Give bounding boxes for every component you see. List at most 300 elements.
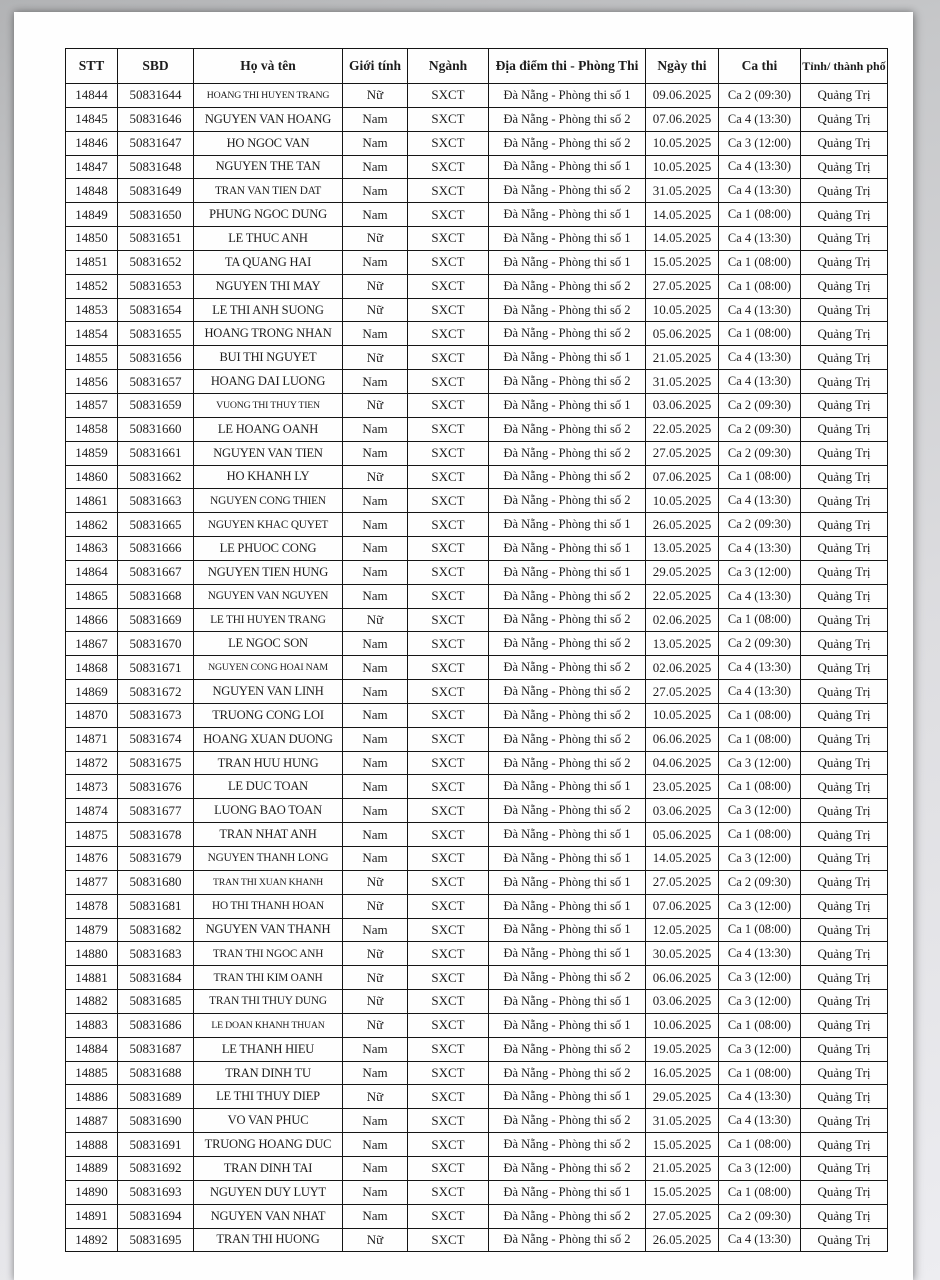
table-row xyxy=(66,966,888,990)
cell-major: SXCT xyxy=(408,942,489,966)
cell-province: Quảng Trị xyxy=(801,227,888,251)
cell-sbd: 50831671 xyxy=(118,656,194,680)
cell-province: Quảng Trị xyxy=(801,942,888,966)
cell-location: Đà Nẵng - Phòng thi số 1 xyxy=(489,847,646,871)
cell-date: 19.05.2025 xyxy=(646,1037,719,1061)
cell-gender: Nam xyxy=(343,823,408,847)
cell-shift: Ca 4 (13:30) xyxy=(719,346,801,370)
cell-gender: Nam xyxy=(343,1061,408,1085)
cell-major: SXCT xyxy=(408,966,489,990)
cell-sbd: 50831644 xyxy=(118,84,194,108)
cell-major: SXCT xyxy=(408,775,489,799)
cell-name: HOANG TRONG NHAN xyxy=(194,322,343,346)
column-header-sbd: SBD xyxy=(118,49,194,84)
cell-shift: Ca 2 (09:30) xyxy=(719,393,801,417)
table-row xyxy=(66,513,888,537)
cell-location: Đà Nẵng - Phòng thi số 1 xyxy=(489,894,646,918)
cell-gender: Nữ xyxy=(343,608,408,632)
cell-province: Quảng Trị xyxy=(801,1133,888,1157)
cell-date: 03.06.2025 xyxy=(646,990,719,1014)
cell-sbd: 50831647 xyxy=(118,131,194,155)
cell-stt: 14867 xyxy=(66,632,118,656)
cell-gender: Nữ xyxy=(343,966,408,990)
cell-gender: Nam xyxy=(343,179,408,203)
cell-gender: Nữ xyxy=(343,227,408,251)
cell-shift: Ca 2 (09:30) xyxy=(719,417,801,441)
cell-sbd: 50831675 xyxy=(118,751,194,775)
table-row xyxy=(66,680,888,704)
cell-stt: 14857 xyxy=(66,393,118,417)
cell-location: Đà Nẵng - Phòng thi số 1 xyxy=(489,155,646,179)
cell-major: SXCT xyxy=(408,298,489,322)
cell-major: SXCT xyxy=(408,1156,489,1180)
cell-gender: Nữ xyxy=(343,84,408,108)
table-row xyxy=(66,465,888,489)
cell-date: 04.06.2025 xyxy=(646,751,719,775)
cell-gender: Nam xyxy=(343,680,408,704)
cell-sbd: 50831669 xyxy=(118,608,194,632)
cell-name: LUONG BAO TOAN xyxy=(194,799,343,823)
cell-shift: Ca 4 (13:30) xyxy=(719,942,801,966)
cell-shift: Ca 1 (08:00) xyxy=(719,322,801,346)
cell-stt: 14882 xyxy=(66,990,118,1014)
cell-major: SXCT xyxy=(408,1133,489,1157)
cell-province: Quảng Trị xyxy=(801,417,888,441)
cell-stt: 14892 xyxy=(66,1228,118,1252)
cell-province: Quảng Trị xyxy=(801,823,888,847)
cell-shift: Ca 1 (08:00) xyxy=(719,1013,801,1037)
cell-sbd: 50831686 xyxy=(118,1013,194,1037)
cell-date: 10.05.2025 xyxy=(646,131,719,155)
cell-gender: Nam xyxy=(343,489,408,513)
cell-name: NGUYEN VAN TIEN xyxy=(194,441,343,465)
cell-sbd: 50831665 xyxy=(118,513,194,537)
cell-major: SXCT xyxy=(408,584,489,608)
cell-shift: Ca 1 (08:00) xyxy=(719,775,801,799)
cell-shift: Ca 2 (09:30) xyxy=(719,441,801,465)
cell-major: SXCT xyxy=(408,203,489,227)
table-row xyxy=(66,107,888,131)
table-row xyxy=(66,322,888,346)
cell-gender: Nam xyxy=(343,799,408,823)
cell-location: Đà Nẵng - Phòng thi số 1 xyxy=(489,560,646,584)
cell-major: SXCT xyxy=(408,84,489,108)
table-row xyxy=(66,370,888,394)
cell-shift: Ca 3 (12:00) xyxy=(719,751,801,775)
cell-province: Quảng Trị xyxy=(801,155,888,179)
cell-name: TRAN THI NGOC ANH xyxy=(194,942,343,966)
cell-location: Đà Nẵng - Phòng thi số 1 xyxy=(489,1180,646,1204)
cell-sbd: 50831670 xyxy=(118,632,194,656)
cell-gender: Nam xyxy=(343,632,408,656)
cell-sbd: 50831662 xyxy=(118,465,194,489)
cell-location: Đà Nẵng - Phòng thi số 2 xyxy=(489,322,646,346)
cell-gender: Nam xyxy=(343,513,408,537)
cell-location: Đà Nẵng - Phòng thi số 1 xyxy=(489,870,646,894)
cell-sbd: 50831656 xyxy=(118,346,194,370)
cell-stt: 14885 xyxy=(66,1061,118,1085)
cell-shift: Ca 1 (08:00) xyxy=(719,465,801,489)
cell-shift: Ca 1 (08:00) xyxy=(719,918,801,942)
table-row xyxy=(66,203,888,227)
cell-major: SXCT xyxy=(408,322,489,346)
cell-major: SXCT xyxy=(408,680,489,704)
cell-stt: 14876 xyxy=(66,847,118,871)
cell-location: Đà Nẵng - Phòng thi số 2 xyxy=(489,966,646,990)
cell-name: NGUYEN VAN LINH xyxy=(194,680,343,704)
table-row xyxy=(66,751,888,775)
cell-location: Đà Nẵng - Phòng thi số 2 xyxy=(489,632,646,656)
cell-shift: Ca 3 (12:00) xyxy=(719,799,801,823)
cell-location: Đà Nẵng - Phòng thi số 2 xyxy=(489,441,646,465)
cell-date: 26.05.2025 xyxy=(646,1228,719,1252)
cell-date: 12.05.2025 xyxy=(646,918,719,942)
cell-date: 21.05.2025 xyxy=(646,346,719,370)
cell-province: Quảng Trị xyxy=(801,751,888,775)
cell-name: NGUYEN VAN NHAT xyxy=(194,1204,343,1228)
cell-sbd: 50831648 xyxy=(118,155,194,179)
cell-province: Quảng Trị xyxy=(801,584,888,608)
cell-province: Quảng Trị xyxy=(801,107,888,131)
cell-shift: Ca 1 (08:00) xyxy=(719,203,801,227)
table-row xyxy=(66,227,888,251)
cell-date: 10.06.2025 xyxy=(646,1013,719,1037)
cell-sbd: 50831652 xyxy=(118,250,194,274)
cell-location: Đà Nẵng - Phòng thi số 1 xyxy=(489,1085,646,1109)
table-row xyxy=(66,1180,888,1204)
table-row xyxy=(66,393,888,417)
cell-date: 27.05.2025 xyxy=(646,680,719,704)
table-row xyxy=(66,703,888,727)
cell-location: Đà Nẵng - Phòng thi số 1 xyxy=(489,823,646,847)
cell-major: SXCT xyxy=(408,870,489,894)
cell-stt: 14879 xyxy=(66,918,118,942)
cell-stt: 14856 xyxy=(66,370,118,394)
cell-province: Quảng Trị xyxy=(801,608,888,632)
cell-sbd: 50831674 xyxy=(118,727,194,751)
cell-date: 10.05.2025 xyxy=(646,298,719,322)
cell-name: TRAN THI THUY DUNG xyxy=(194,990,343,1014)
cell-major: SXCT xyxy=(408,250,489,274)
table-row xyxy=(66,727,888,751)
cell-name: TRAN HUU HUNG xyxy=(194,751,343,775)
table-row xyxy=(66,894,888,918)
cell-stt: 14862 xyxy=(66,513,118,537)
cell-gender: Nữ xyxy=(343,298,408,322)
cell-sbd: 50831657 xyxy=(118,370,194,394)
cell-stt: 14860 xyxy=(66,465,118,489)
cell-major: SXCT xyxy=(408,894,489,918)
cell-date: 29.05.2025 xyxy=(646,1085,719,1109)
cell-major: SXCT xyxy=(408,799,489,823)
cell-location: Đà Nẵng - Phòng thi số 2 xyxy=(489,274,646,298)
table-row xyxy=(66,775,888,799)
cell-name: TRAN NHAT ANH xyxy=(194,823,343,847)
cell-location: Đà Nẵng - Phòng thi số 2 xyxy=(489,1037,646,1061)
cell-location: Đà Nẵng - Phòng thi số 1 xyxy=(489,918,646,942)
cell-shift: Ca 4 (13:30) xyxy=(719,1228,801,1252)
cell-sbd: 50831661 xyxy=(118,441,194,465)
cell-location: Đà Nẵng - Phòng thi số 2 xyxy=(489,179,646,203)
cell-shift: Ca 1 (08:00) xyxy=(719,1180,801,1204)
cell-sbd: 50831663 xyxy=(118,489,194,513)
cell-date: 31.05.2025 xyxy=(646,1109,719,1133)
cell-date: 13.05.2025 xyxy=(646,632,719,656)
cell-gender: Nữ xyxy=(343,942,408,966)
cell-province: Quảng Trị xyxy=(801,393,888,417)
cell-gender: Nam xyxy=(343,107,408,131)
cell-shift: Ca 2 (09:30) xyxy=(719,632,801,656)
cell-sbd: 50831655 xyxy=(118,322,194,346)
table-row xyxy=(66,537,888,561)
cell-major: SXCT xyxy=(408,1109,489,1133)
cell-stt: 14873 xyxy=(66,775,118,799)
cell-province: Quảng Trị xyxy=(801,346,888,370)
cell-name: VUONG THI THUY TIEN xyxy=(194,393,343,417)
cell-province: Quảng Trị xyxy=(801,1204,888,1228)
cell-name: VO VAN PHUC xyxy=(194,1109,343,1133)
cell-location: Đà Nẵng - Phòng thi số 2 xyxy=(489,608,646,632)
table-row xyxy=(66,155,888,179)
cell-province: Quảng Trị xyxy=(801,465,888,489)
cell-date: 30.05.2025 xyxy=(646,942,719,966)
cell-date: 07.06.2025 xyxy=(646,465,719,489)
cell-sbd: 50831646 xyxy=(118,107,194,131)
cell-location: Đà Nẵng - Phòng thi số 1 xyxy=(489,775,646,799)
cell-name: TRAN DINH TAI xyxy=(194,1156,343,1180)
cell-sbd: 50831678 xyxy=(118,823,194,847)
cell-date: 31.05.2025 xyxy=(646,370,719,394)
cell-stt: 14865 xyxy=(66,584,118,608)
cell-location: Đà Nẵng - Phòng thi số 2 xyxy=(489,465,646,489)
cell-province: Quảng Trị xyxy=(801,131,888,155)
cell-gender: Nam xyxy=(343,250,408,274)
cell-shift: Ca 4 (13:30) xyxy=(719,107,801,131)
cell-stt: 14884 xyxy=(66,1037,118,1061)
cell-name: LE DOAN KHANH THUAN xyxy=(194,1013,343,1037)
cell-date: 10.05.2025 xyxy=(646,703,719,727)
cell-name: NGUYEN VAN NGUYEN xyxy=(194,584,343,608)
cell-name: LE DUC TOAN xyxy=(194,775,343,799)
table-row xyxy=(66,179,888,203)
cell-sbd: 50831659 xyxy=(118,393,194,417)
cell-gender: Nữ xyxy=(343,1085,408,1109)
table-row xyxy=(66,870,888,894)
cell-province: Quảng Trị xyxy=(801,84,888,108)
cell-sbd: 50831694 xyxy=(118,1204,194,1228)
cell-shift: Ca 4 (13:30) xyxy=(719,370,801,394)
column-header-date: Ngày thi xyxy=(646,49,719,84)
cell-province: Quảng Trị xyxy=(801,847,888,871)
cell-gender: Nam xyxy=(343,1180,408,1204)
cell-name: NGUYEN THI MAY xyxy=(194,274,343,298)
cell-gender: Nam xyxy=(343,560,408,584)
cell-sbd: 50831649 xyxy=(118,179,194,203)
table-row xyxy=(66,298,888,322)
cell-province: Quảng Trị xyxy=(801,632,888,656)
cell-gender: Nam xyxy=(343,1133,408,1157)
cell-gender: Nam xyxy=(343,656,408,680)
cell-sbd: 50831679 xyxy=(118,847,194,871)
cell-name: LE THI ANH SUONG xyxy=(194,298,343,322)
cell-sbd: 50831687 xyxy=(118,1037,194,1061)
cell-stt: 14844 xyxy=(66,84,118,108)
cell-major: SXCT xyxy=(408,656,489,680)
cell-location: Đà Nẵng - Phòng thi số 2 xyxy=(489,703,646,727)
cell-date: 05.06.2025 xyxy=(646,322,719,346)
cell-date: 03.06.2025 xyxy=(646,393,719,417)
cell-location: Đà Nẵng - Phòng thi số 2 xyxy=(489,1204,646,1228)
table-row xyxy=(66,346,888,370)
table-row xyxy=(66,942,888,966)
column-header-major: Ngành xyxy=(408,49,489,84)
cell-sbd: 50831654 xyxy=(118,298,194,322)
cell-stt: 14850 xyxy=(66,227,118,251)
column-header-name: Họ và tên xyxy=(194,49,343,84)
cell-major: SXCT xyxy=(408,107,489,131)
cell-sbd: 50831666 xyxy=(118,537,194,561)
cell-stt: 14855 xyxy=(66,346,118,370)
cell-location: Đà Nẵng - Phòng thi số 2 xyxy=(489,1061,646,1085)
cell-major: SXCT xyxy=(408,441,489,465)
cell-sbd: 50831684 xyxy=(118,966,194,990)
cell-stt: 14854 xyxy=(66,322,118,346)
table-row xyxy=(66,847,888,871)
cell-location: Đà Nẵng - Phòng thi số 2 xyxy=(489,370,646,394)
cell-gender: Nam xyxy=(343,537,408,561)
cell-location: Đà Nẵng - Phòng thi số 2 xyxy=(489,1228,646,1252)
cell-province: Quảng Trị xyxy=(801,274,888,298)
cell-province: Quảng Trị xyxy=(801,1037,888,1061)
table-header xyxy=(66,49,888,84)
cell-name: NGUYEN VAN THANH xyxy=(194,918,343,942)
cell-gender: Nam xyxy=(343,1109,408,1133)
cell-province: Quảng Trị xyxy=(801,966,888,990)
cell-major: SXCT xyxy=(408,393,489,417)
cell-sbd: 50831689 xyxy=(118,1085,194,1109)
cell-location: Đà Nẵng - Phòng thi số 1 xyxy=(489,1013,646,1037)
cell-sbd: 50831685 xyxy=(118,990,194,1014)
cell-major: SXCT xyxy=(408,1204,489,1228)
cell-date: 26.05.2025 xyxy=(646,513,719,537)
cell-name: HO NGOC VAN xyxy=(194,131,343,155)
cell-name: NGUYEN THANH LONG xyxy=(194,847,343,871)
cell-major: SXCT xyxy=(408,346,489,370)
cell-date: 02.06.2025 xyxy=(646,608,719,632)
cell-gender: Nữ xyxy=(343,894,408,918)
cell-province: Quảng Trị xyxy=(801,1156,888,1180)
cell-sbd: 50831673 xyxy=(118,703,194,727)
cell-major: SXCT xyxy=(408,727,489,751)
table-row xyxy=(66,1228,888,1252)
cell-province: Quảng Trị xyxy=(801,179,888,203)
cell-province: Quảng Trị xyxy=(801,1013,888,1037)
table-row xyxy=(66,131,888,155)
cell-sbd: 50831682 xyxy=(118,918,194,942)
cell-province: Quảng Trị xyxy=(801,537,888,561)
cell-name: LE THANH HIEU xyxy=(194,1037,343,1061)
cell-location: Đà Nẵng - Phòng thi số 1 xyxy=(489,227,646,251)
cell-name: TRUONG HOANG DUC xyxy=(194,1133,343,1157)
cell-date: 27.05.2025 xyxy=(646,441,719,465)
cell-shift: Ca 3 (12:00) xyxy=(719,560,801,584)
cell-stt: 14881 xyxy=(66,966,118,990)
table-row xyxy=(66,560,888,584)
cell-gender: Nam xyxy=(343,775,408,799)
cell-sbd: 50831691 xyxy=(118,1133,194,1157)
cell-major: SXCT xyxy=(408,370,489,394)
cell-province: Quảng Trị xyxy=(801,990,888,1014)
cell-province: Quảng Trị xyxy=(801,1228,888,1252)
cell-major: SXCT xyxy=(408,990,489,1014)
cell-date: 05.06.2025 xyxy=(646,823,719,847)
cell-major: SXCT xyxy=(408,823,489,847)
cell-shift: Ca 1 (08:00) xyxy=(719,823,801,847)
cell-sbd: 50831688 xyxy=(118,1061,194,1085)
cell-province: Quảng Trị xyxy=(801,1085,888,1109)
cell-date: 07.06.2025 xyxy=(646,894,719,918)
cell-date: 14.05.2025 xyxy=(646,203,719,227)
cell-major: SXCT xyxy=(408,489,489,513)
cell-location: Đà Nẵng - Phòng thi số 1 xyxy=(489,942,646,966)
cell-sbd: 50831676 xyxy=(118,775,194,799)
table-row xyxy=(66,990,888,1014)
cell-stt: 14866 xyxy=(66,608,118,632)
cell-location: Đà Nẵng - Phòng thi số 2 xyxy=(489,751,646,775)
cell-major: SXCT xyxy=(408,537,489,561)
cell-gender: Nam xyxy=(343,727,408,751)
cell-location: Đà Nẵng - Phòng thi số 2 xyxy=(489,489,646,513)
cell-shift: Ca 3 (12:00) xyxy=(719,847,801,871)
cell-stt: 14858 xyxy=(66,417,118,441)
cell-province: Quảng Trị xyxy=(801,870,888,894)
cell-gender: Nữ xyxy=(343,1013,408,1037)
cell-sbd: 50831668 xyxy=(118,584,194,608)
cell-stt: 14859 xyxy=(66,441,118,465)
cell-location: Đà Nẵng - Phòng thi số 1 xyxy=(489,537,646,561)
cell-major: SXCT xyxy=(408,1013,489,1037)
cell-date: 06.06.2025 xyxy=(646,966,719,990)
cell-gender: Nam xyxy=(343,703,408,727)
cell-name: TRAN THI XUAN KHANH xyxy=(194,870,343,894)
cell-sbd: 50831680 xyxy=(118,870,194,894)
cell-location: Đà Nẵng - Phòng thi số 1 xyxy=(489,393,646,417)
table-row xyxy=(66,1204,888,1228)
cell-date: 16.05.2025 xyxy=(646,1061,719,1085)
cell-major: SXCT xyxy=(408,155,489,179)
cell-major: SXCT xyxy=(408,1085,489,1109)
cell-shift: Ca 1 (08:00) xyxy=(719,250,801,274)
cell-major: SXCT xyxy=(408,227,489,251)
cell-gender: Nữ xyxy=(343,346,408,370)
column-header-province: Tỉnh/ thành phố xyxy=(801,49,888,84)
cell-stt: 14889 xyxy=(66,1156,118,1180)
cell-stt: 14891 xyxy=(66,1204,118,1228)
column-header-gender: Giới tính xyxy=(343,49,408,84)
cell-date: 02.06.2025 xyxy=(646,656,719,680)
cell-major: SXCT xyxy=(408,274,489,298)
cell-date: 27.05.2025 xyxy=(646,1204,719,1228)
cell-sbd: 50831667 xyxy=(118,560,194,584)
cell-location: Đà Nẵng - Phòng thi số 1 xyxy=(489,203,646,227)
cell-gender: Nam xyxy=(343,441,408,465)
cell-stt: 14869 xyxy=(66,680,118,704)
column-header-stt: STT xyxy=(66,49,118,84)
cell-location: Đà Nẵng - Phòng thi số 2 xyxy=(489,656,646,680)
cell-shift: Ca 3 (12:00) xyxy=(719,1156,801,1180)
cell-major: SXCT xyxy=(408,703,489,727)
cell-gender: Nam xyxy=(343,203,408,227)
